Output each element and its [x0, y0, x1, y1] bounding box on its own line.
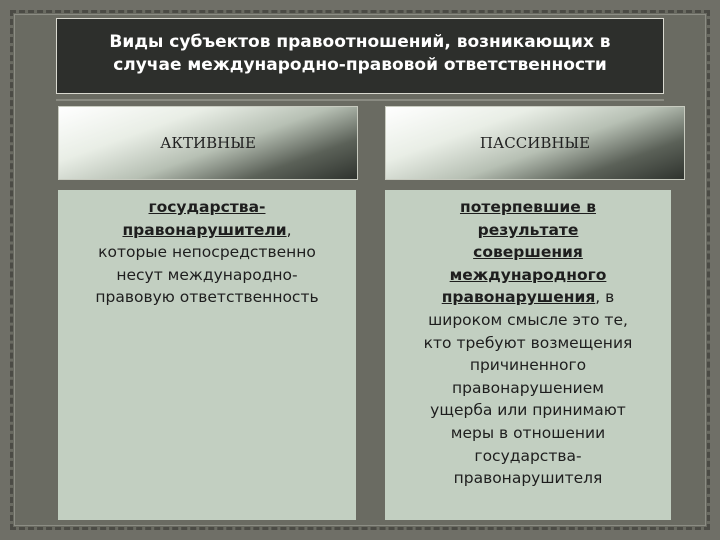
title-line-1: Виды субъектов правоотношений, возникающих в [109, 32, 611, 52]
header-active-label: АКТИВНЫЕ [160, 134, 256, 152]
header-passive-label: ПАССИВНЫЕ [479, 134, 591, 152]
active-line-5: правовую ответственность [95, 288, 319, 307]
passive-line-4: международного [449, 265, 607, 284]
passive-line-12: государства- [474, 446, 582, 465]
passive-line-11: меры в отношении [450, 423, 606, 442]
title-line-2: случае международно-правовой ответственности [113, 55, 607, 75]
passive-line-13: правонарушителя [453, 469, 603, 488]
passive-line-9: правонарушением [452, 378, 604, 397]
active-line-4: несут международно- [116, 265, 298, 284]
passive-line-2: результате [477, 220, 579, 239]
passive-line-1: потерпевшие в [459, 198, 597, 216]
active-line-2: правонарушители, [122, 220, 292, 239]
passive-line-10: ущерба или принимают [430, 401, 626, 420]
passive-line-7: кто требуют возмещения [423, 333, 633, 352]
header-active [58, 106, 358, 180]
passive-line-5: правонарушения, в [441, 288, 615, 307]
active-line-1: государства- [148, 198, 266, 216]
active-line-3: которые непосредственно [98, 243, 316, 262]
passive-term: правонарушения [441, 288, 596, 307]
passive-line-8: причиненного [469, 356, 587, 375]
header-passive [385, 106, 685, 180]
active-column [58, 190, 356, 520]
divider [56, 99, 664, 101]
passive-line-3: совершения [473, 243, 583, 262]
slide-title [56, 18, 664, 94]
passive-line-6: широком смысле это те, [428, 310, 628, 329]
passive-column [385, 190, 671, 520]
active-term: правонарушители [122, 220, 287, 239]
